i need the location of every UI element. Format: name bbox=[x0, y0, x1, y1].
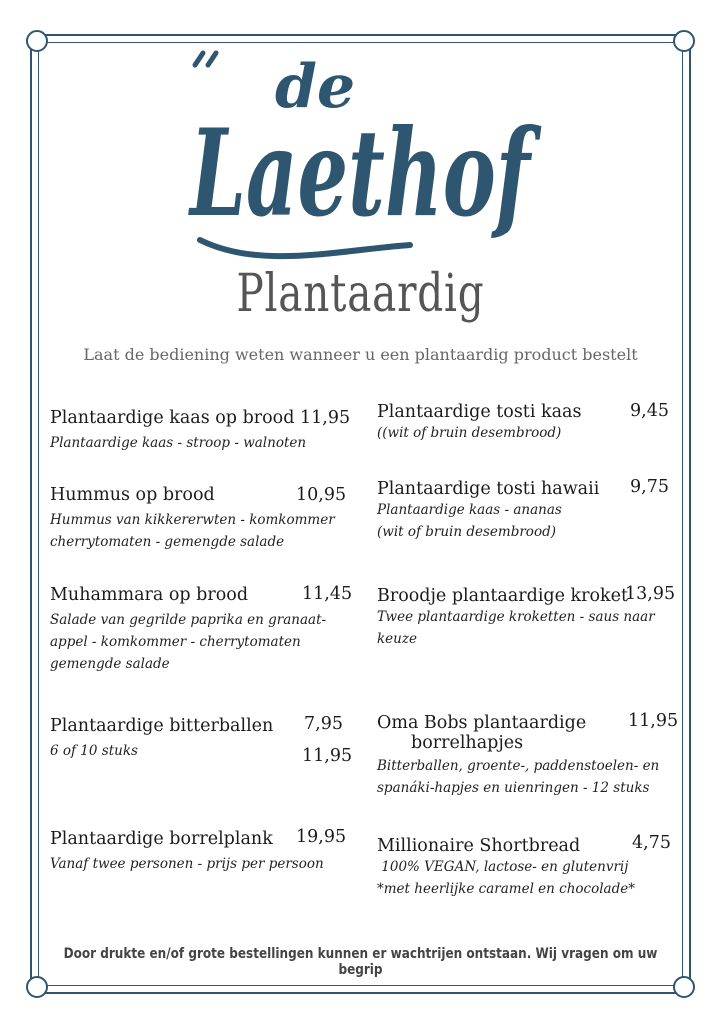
item-price-large: 11,95 bbox=[302, 746, 353, 766]
corner-ornament-icon bbox=[673, 30, 695, 52]
item-description: Bitterballen, groente-, paddenstoelen- en spanáki-hapjes en uienringen - 12 stuks bbox=[377, 758, 660, 796]
corner-ornament-icon bbox=[26, 976, 48, 998]
item-price: 11,95 bbox=[300, 408, 351, 428]
item-description: Hummus van kikkererwten - komkommer cherrytomaten - gemengde salade bbox=[50, 512, 335, 550]
item-name: Broodje plantaardige kroket bbox=[377, 586, 629, 606]
item-price: 9,75 bbox=[630, 477, 669, 497]
menu-item-kaas-op-brood bbox=[50, 408, 306, 454]
item-price: 9,45 bbox=[630, 401, 669, 421]
item-name: Muhammara op brood bbox=[50, 585, 249, 605]
item-description: Salade van gegrilde paprika en granaat- appel - komkommer - cherrytomaten gemengde salade bbox=[50, 612, 327, 672]
menu-item-shortbread bbox=[377, 836, 635, 900]
item-name: Oma Bobs plantaardige bbox=[377, 713, 587, 733]
item-description: 6 of 10 stuks bbox=[50, 743, 138, 759]
item-description: 100% VEGAN, lactose- en glutenvrij *met heerlijke caramel en chocolade* bbox=[377, 859, 635, 897]
brand-logo bbox=[180, 45, 540, 265]
item-price: 11,95 bbox=[628, 711, 679, 731]
page-title: Plantaardig bbox=[236, 264, 485, 324]
menu-item-tosti-hawaii bbox=[377, 479, 599, 543]
footer-notice: Door drukte en/of grote bestellingen kunnen er wachtrijen ontstaan. Wij vragen om uw begrip bbox=[63, 946, 658, 978]
item-price: 7,95 bbox=[304, 714, 343, 734]
item-name-continued: borrelhapjes bbox=[411, 733, 524, 753]
tagline: Laat de bediening weten wanneer u een plantaardig product bestelt bbox=[83, 345, 638, 364]
menu-item-borrelhapjes bbox=[377, 713, 659, 799]
item-name: Millionaire Shortbread bbox=[377, 836, 581, 856]
svg-text:de: de bbox=[275, 52, 356, 122]
menu-item-bitterballen bbox=[50, 716, 273, 762]
item-price: 13,95 bbox=[625, 584, 676, 604]
item-name: Plantaardige tosti hawaii bbox=[377, 479, 600, 499]
item-name: Plantaardige tosti kaas bbox=[377, 402, 582, 422]
item-name: Plantaardige borrelplank bbox=[50, 829, 273, 849]
item-price: 19,95 bbox=[296, 827, 347, 847]
item-description: Vanaf twee personen - prijs per persoon bbox=[50, 856, 324, 872]
menu-item-muhammara bbox=[50, 585, 326, 675]
item-price: 4,75 bbox=[632, 833, 671, 853]
item-name: Hummus op brood bbox=[50, 485, 215, 505]
menu-item-tosti-kaas bbox=[377, 402, 581, 444]
item-price: 11,45 bbox=[302, 584, 353, 604]
menu-item-borrelplank bbox=[50, 829, 324, 875]
corner-ornament-icon bbox=[673, 976, 695, 998]
corner-ornament-icon bbox=[26, 30, 48, 52]
menu-item-hummus bbox=[50, 485, 335, 553]
item-description: Plantaardige kaas - ananas (wit of bruin desembrood) bbox=[377, 502, 562, 540]
item-description: Twee plantaardige kroketten - saus naar keuze bbox=[377, 609, 655, 647]
item-name: Plantaardige bitterballen bbox=[50, 716, 274, 736]
menu-item-kroket bbox=[377, 586, 655, 650]
item-name: Plantaardige kaas op brood bbox=[50, 408, 295, 428]
item-price: 10,95 bbox=[296, 485, 347, 505]
item-description: Plantaardige kaas - stroop - walnoten bbox=[50, 435, 307, 451]
svg-text:Laethof: Laethof bbox=[188, 103, 542, 244]
item-description: ((wit of bruin desembrood) bbox=[377, 425, 562, 441]
